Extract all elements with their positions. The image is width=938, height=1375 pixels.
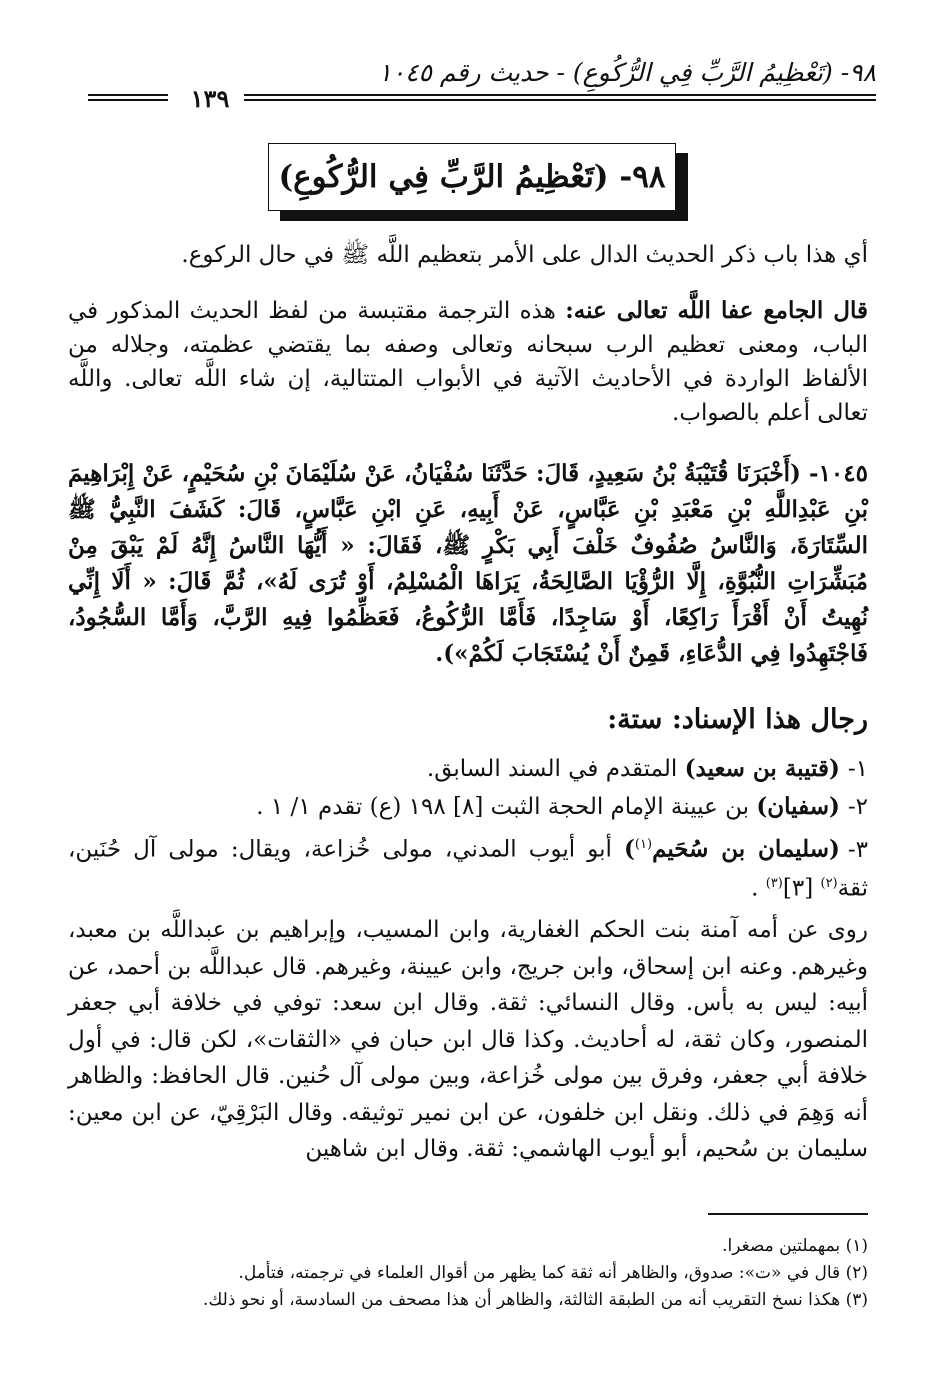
chapter-title-box — [268, 143, 676, 211]
footnote-ref[interactable]: (٢) — [820, 875, 838, 891]
running-header-title: ٩٨- (تَعْظِيمُ الرَّبِّ فِي الرُّكُوعِ) - حديث رقم ١٠٤٥ — [378, 58, 876, 87]
narrator-item — [68, 752, 868, 786]
page-number: ١٣٩ — [190, 84, 230, 113]
footnote-item: (٢) قال في «ت»: صدوق، والظاهر أنه ثقة كما يظهر من أقوال العلماء في ترجمته، فتأمل. — [238, 1263, 868, 1283]
narrator-number: ٢- — [847, 794, 868, 820]
footnote-ref[interactable]: (٣) — [765, 875, 783, 891]
narrator-number: ١- — [847, 756, 868, 782]
header-rule-short — [88, 94, 168, 96]
narrator-text: المتقدم في السند السابق. — [426, 756, 685, 782]
narrator-name: (قتيبة بن سعيد) — [684, 755, 840, 782]
chapter-title: ٩٨- (تَعْظِيمُ الرَّبِّ فِي الرُّكُوعِ) — [278, 159, 666, 195]
isnad-heading: رجال هذا الإسناد: ستة: — [607, 704, 868, 735]
narrator-name-close: ) — [624, 835, 635, 863]
commentary-speaker: قال الجامع عفا اللَّه تعالى عنه: — [565, 297, 868, 324]
biography-paragraph — [68, 912, 868, 1168]
footnotes — [68, 1233, 868, 1314]
narrator-text: أبو أيوب المدني، مولى خُزاعة، ويقال: مولى آل حُنَين، ثقة — [68, 836, 868, 902]
narrator-end: . — [751, 875, 766, 902]
intro-text: أي هذا باب ذكر الحديث الدال على الأمر بتعظيم اللَّه ﷺ في حال الركوع. — [181, 242, 868, 268]
intro-paragraph — [68, 238, 868, 272]
narrator-name: (سفيان) — [756, 793, 840, 820]
narrator-item — [68, 828, 868, 905]
footnote-item: (١) بمهملتين مصغرا. — [722, 1236, 868, 1256]
narrator-number: ٣- — [847, 836, 868, 863]
commentary-paragraph — [68, 294, 868, 430]
footnote-separator — [708, 1213, 868, 1215]
header-rule — [244, 94, 876, 96]
narrator-item — [68, 790, 868, 824]
hadith-paragraph — [68, 456, 868, 672]
narrator-tier: [٣] — [782, 875, 821, 902]
narrator-name: (سليمان بن سُحَيم — [652, 835, 840, 863]
footnote-item: (٣) هكذا نسخ التقريب أنه من الطبقة الثالثة، والظاهر أن هذا مصحف من السادسة، أو نحو ذلك. — [202, 1290, 868, 1310]
commentary-text: هذه الترجمة مقتبسة من لفظ الحديث المذكور في الباب، ومعنى تعظيم الرب سبحانه وتعالى وصفه بما يقتضي عظمته، وجلاله من الألفاظ الواردة في الأحاديث الآتية في الأبواب المتتالية، إن شاء اللَّه تعالى. واللَّه تعالى أعلم بالصواب. — [68, 298, 868, 426]
narrator-text: بن عيينة الإمام الحجة الثبت [٨] ١٩٨ (ع) تقدم ١/ ١ . — [256, 794, 757, 820]
hadith-text: ١٠٤٥- (أَخْبَرَنَا قُتَيْبَةُ بْنُ سَعِيدٍ، قَالَ: حَدَّثَنَا سُفْيَانُ، عَنْ سُلَيْمَانَ بْنِ سُحَيْمٍ، عَنْ إِبْرَاهِيمَ بْنِ عَبْدِاللَّهِ بْنِ مَعْبَدِ بْنِ عَبَّاسٍ، عَنْ أَبِيهِ، عَنِ ابْنِ عَبَّاسٍ، قَالَ: كَشَفَ النَّبِيُّ ﷺ السِّتَارَةَ، وَالنَّاسُ صُفُوفٌ خَلْفَ أَبِي بَكْرٍ ﷺ، فَقَالَ: « أَيُّهَا النَّاسُ إِنَّهُ لَمْ يَبْقَ مِنْ مُبَشِّرَاتِ النُّبُوَّةِ، إِلَّا الرُّؤْيَا الصَّالِحَةُ، يَرَاهَا الْمُسْلِمُ، أَوْ تُرَى لَهُ»، ثُمَّ قَالَ: « أَلَا إِنِّي نُهِيتُ أَنْ أَقْرَأَ رَاكِعًا، أَوْ سَاجِدًا، فَأَمَّا الرُّكُوعُ، فَعَظِّمُوا فِيهِ الرَّبَّ، وَأَمَّا السُّجُودُ، فَاجْتَهِدُوا فِي الدُّعَاءِ، قَمِنٌ أَنْ يُسْتَجَابَ لَكُمْ»). — [68, 460, 868, 667]
footnote-ref[interactable]: (١) — [634, 837, 653, 852]
biography-text: روى عن أمه آمنة بنت الحكم الغفارية، وابن المسيب، وإبراهيم بن عبداللَّه بن معبد، وغيرهم. وعنه ابن إسحاق، وابن جريج، وابن عيينة، وغيرهم. قال عبداللَّه بن أحمد، عن أبيه: ليس به بأس. وقال النسائي: ثقة. وقال ابن سعد: توفي في خلافة أبي جعفر المنصور، وكان ثقة، له أحاديث. وكذا قال ابن حبان في «الثقات»، لكن قال: في أول خلافة أبي جعفر، وفرق بين مولى خُزاعة، وبين مولى آل حُنين. قال الحافظ: والظاهر أنه وَهِمَ في ذلك. ونقل ابن خلفون، عن ابن نمير توثيقه. وقال البَرْقِيّ، عن ابن معين: سليمان بن سُحيم، أبو أيوب الهاشمي: ثقة. وقال ابن شاهين — [68, 917, 868, 1162]
